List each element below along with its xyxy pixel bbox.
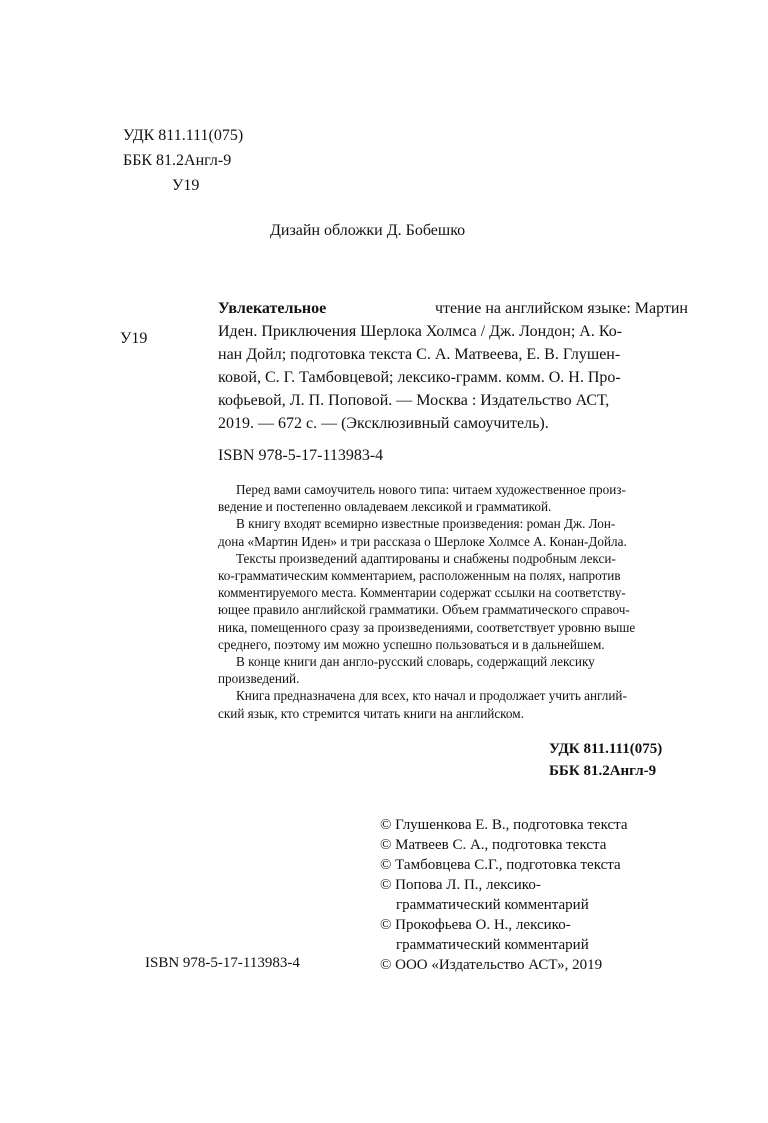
copyright-line: © Матвеев С. А., подготовка текста <box>380 837 607 853</box>
udk-code: УДК 811.111(075) <box>123 127 244 144</box>
copyright-line: © ООО «Издательство АСТ», 2019 <box>380 957 603 973</box>
isbn: ISBN 978-5-17-113983-4 <box>218 447 384 464</box>
copyright-block <box>380 815 628 975</box>
annotation-line: ведение и постепенно овладеваем лексикой и грамматикой. <box>218 499 552 515</box>
copyright-line: © Тамбовцева С.Г., подготовка текста <box>380 857 621 873</box>
citation-line <box>218 297 688 320</box>
annotation-line: ко-грамматическим комментарием, расположенным на полях, напротив <box>218 568 621 584</box>
citation-line-5: кофьевой, Л. П. Поповой. — Москва : Издательство АСТ, <box>218 392 610 409</box>
author-mark: У19 <box>120 330 148 347</box>
udk-code-bold: УДК 811.111(075) <box>549 741 663 757</box>
citation-line-1: чтение на английском языке: Мартин <box>434 300 688 317</box>
annotation-line: ника, помещенного сразу за произведениями, соответствует уровню выше <box>218 619 636 635</box>
citation-line-2: Иден. Приключения Шерлока Холмса / Дж. Лондон; А. Ко- <box>218 323 623 340</box>
annotation <box>218 481 688 722</box>
annotation-line: Перед вами самоучитель нового типа: читаем художественное произ- <box>236 482 626 497</box>
annotation-line: комментируемого места. Комментарии содержат ссылки на соответству- <box>218 585 626 601</box>
bibliographic-citation <box>218 297 688 435</box>
copyright-line: © Прокофьева О. Н., лексико- <box>380 917 571 933</box>
copyright-line-continued: грамматический комментарий <box>396 897 589 913</box>
bbk-code: ББК 81.2Англ-9 <box>123 152 232 169</box>
isbn-bottom: ISBN 978-5-17-113983-4 <box>145 955 300 971</box>
copyright-line-continued: грамматический комментарий <box>396 937 589 953</box>
annotation-line: произведений. <box>218 671 300 687</box>
author-sign: У19 <box>172 177 200 194</box>
annotation-line: Книга предназначена для всех, кто начал и продолжает учить англий- <box>236 688 627 704</box>
citation-title: Увлекательное <box>218 300 327 317</box>
annotation-line: В книгу входят всемирно известные произведения: роман Дж. Лон- <box>236 516 616 532</box>
annotation-line: В конце книги дан англо-русский словарь, содержащий лексику <box>236 654 595 670</box>
annotation-line: Тексты произведений адаптированы и снабжены подробным лекси- <box>236 550 616 566</box>
citation-line-6: 2019. — 672 с. — (Эксклюзивный самоучитель). <box>218 415 549 432</box>
copyright-line: © Попова Л. П., лексико- <box>380 877 541 893</box>
annotation-line: ющее правило английской грамматики. Объем грамматического справоч- <box>218 602 630 618</box>
copyright-line: © Глушенкова Е. В., подготовка текста <box>380 817 628 833</box>
cover-design-credit: Дизайн обложки Д. Бобешко <box>270 222 466 239</box>
citation-line-3: нан Дойл; подготовка текста С. А. Матвеева, Е. В. Глушен- <box>218 346 621 363</box>
bbk-code-bold: ББК 81.2Англ-9 <box>549 763 657 779</box>
annotation-line: среднего, поэтому им можно успешно пользоваться и в дальнейшем. <box>218 636 605 652</box>
citation-line-4: ковой, С. Г. Тамбовцевой; лексико-грамм. комм. О. Н. Про- <box>218 369 621 386</box>
annotation-line: дона «Мартин Иден» и три рассказа о Шерлоке Холмсе А. Конан-Дойла. <box>218 533 627 549</box>
annotation-line: ский язык, кто стремится читать книги на английском. <box>218 705 524 721</box>
